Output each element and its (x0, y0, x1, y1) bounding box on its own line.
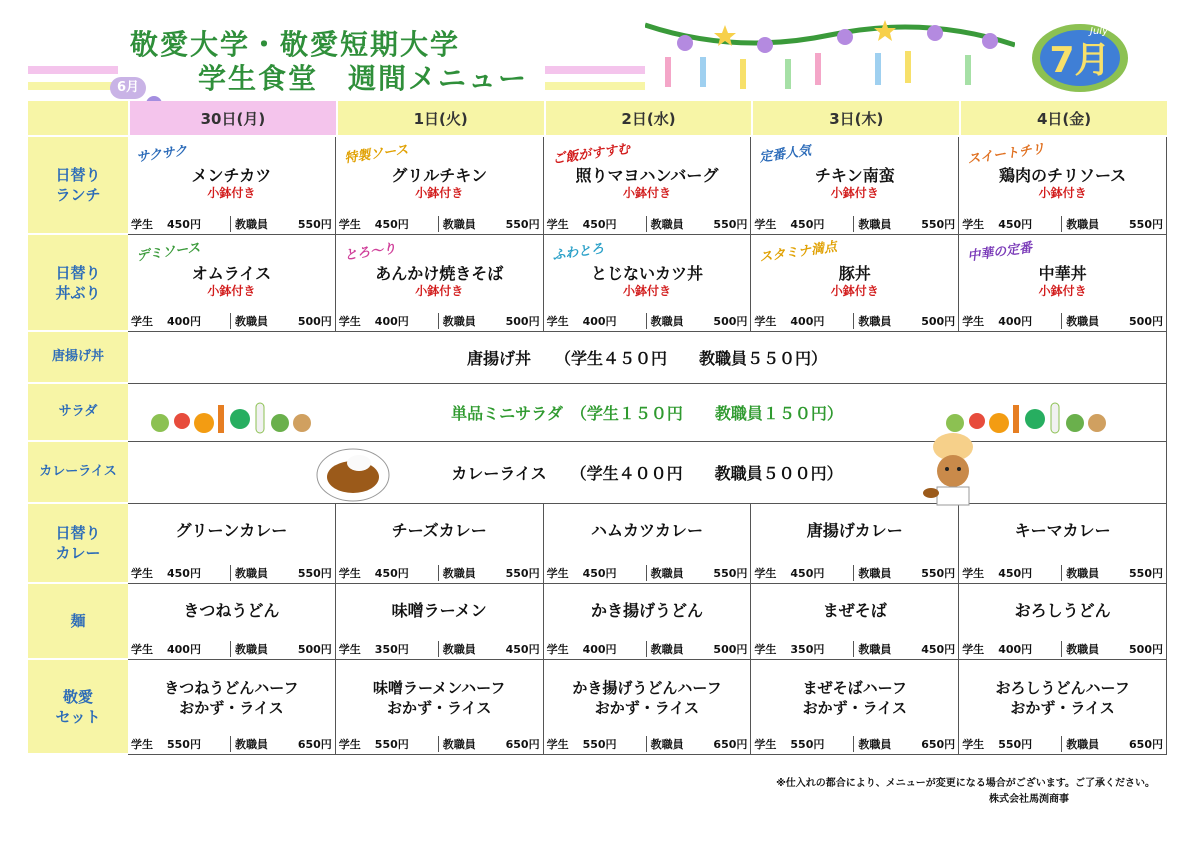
title-line-1: 敬愛大学・敬愛短期大学 (130, 28, 461, 61)
yellow-stripe-right (545, 82, 645, 90)
price-row (131, 216, 332, 232)
student-label: 学生 (962, 567, 985, 580)
dish-name: おろしうどん (1014, 601, 1111, 620)
student-label: 学生 (962, 643, 985, 656)
month-text: 7月 (1049, 40, 1111, 81)
staff-label: 教職員 (442, 567, 476, 580)
price-row (547, 565, 748, 581)
side-dish-note: 小鉢付き (415, 186, 464, 200)
side-dish-note: 小鉢付き (830, 284, 879, 298)
staff-price: 550円 (1129, 567, 1163, 580)
price-row (962, 736, 1163, 752)
staff-price: 500円 (713, 315, 748, 328)
menu-cell (128, 660, 336, 755)
pink-stripe-right (545, 66, 645, 74)
student-label: 学生 (338, 218, 361, 231)
staff-label: 教職員 (235, 315, 268, 328)
price-row (547, 736, 748, 752)
staff-price: 650円 (713, 738, 748, 751)
menu-cell (544, 235, 752, 332)
student-price: 450円 (577, 565, 647, 581)
curry-plate-icon (313, 441, 393, 505)
menu-cell (959, 504, 1167, 584)
menu-cell (544, 584, 752, 660)
student-label: 学生 (131, 567, 153, 580)
staff-price: 550円 (297, 567, 332, 580)
price-row (131, 736, 332, 752)
dish-name: 照りマヨハンバーグ (575, 166, 719, 185)
dish-name (544, 678, 751, 718)
menu-tag: スタミナ満点 (759, 239, 839, 266)
dish-name: グリルチキン (391, 166, 488, 185)
side-dish-note: 小鉢付き (1038, 284, 1087, 298)
tanabata-decoration-icon (645, 15, 1015, 95)
staff-label: 教職員 (235, 567, 268, 580)
menu-cell (544, 660, 752, 755)
staff-label: 教職員 (235, 738, 268, 751)
dish-line-1: 味噌ラーメンハーフ (372, 679, 506, 697)
row-label-set: 敬愛 セット (28, 660, 128, 755)
staff-label: 教職員 (650, 567, 684, 580)
staff-label: 教職員 (858, 218, 892, 231)
dish-name: 鶏肉のチリソース (998, 166, 1127, 185)
student-label: 学生 (754, 567, 777, 580)
pink-stripe (28, 66, 118, 74)
staff-price: 500円 (921, 315, 956, 328)
dish-name (959, 678, 1166, 718)
staff-label: 教職員 (1066, 738, 1100, 751)
row-label-lunch: 日替り ランチ (28, 137, 128, 235)
student-label: 学生 (962, 738, 985, 751)
menu-table (28, 101, 1167, 754)
row-label-curry-rice: カレーライス (28, 442, 128, 504)
dish-line-1: おろしうどんハーフ (995, 679, 1130, 697)
student-price: 350円 (784, 641, 854, 657)
student-price: 400円 (577, 313, 647, 329)
staff-label: 教職員 (650, 738, 684, 751)
student-price: 400円 (992, 313, 1062, 329)
dish-name: チーズカレー (391, 521, 487, 540)
staff-price: 550円 (921, 218, 956, 231)
side-dish-note: 小鉢付き (622, 186, 671, 200)
price-row (754, 641, 955, 657)
menu-cell (336, 235, 544, 332)
price-row (754, 736, 955, 752)
student-label: 学生 (131, 643, 153, 656)
menu-cell (336, 504, 544, 584)
title-line-2: 学生食堂 週間メニュー (198, 62, 529, 95)
student-price: 550円 (577, 736, 647, 752)
price-row (131, 565, 332, 581)
menu-tag: デミソース (135, 240, 202, 265)
staff-label: 教職員 (858, 567, 892, 580)
month-badge (1030, 18, 1130, 94)
student-label: 学生 (546, 567, 569, 580)
staff-price: 550円 (713, 567, 748, 580)
row-label-karaage: 唐揚げ丼 (28, 332, 128, 384)
menu-cell (751, 504, 959, 584)
vegetables-left-icon (148, 397, 328, 437)
price-row (131, 641, 332, 657)
side-dish-note: 小鉢付き (830, 186, 879, 200)
student-label: 学生 (962, 218, 985, 231)
dish-name (751, 678, 958, 718)
price-row (547, 641, 748, 657)
yellow-stripe (28, 82, 118, 90)
month-english: July (1090, 26, 1108, 37)
row-salad-text: 単品ミニサラダ （学生１５０円 教職員１５０円） (128, 384, 1167, 442)
price-row (962, 641, 1163, 657)
dish-name: メンチカツ (191, 166, 272, 185)
staff-label: 教職員 (442, 315, 476, 328)
student-price: 450円 (369, 216, 439, 232)
day-header: 3日(木) (751, 101, 959, 135)
student-price: 450円 (992, 565, 1062, 581)
price-row (339, 313, 540, 329)
dish-line-2: おかず・ライス (1010, 699, 1115, 717)
side-dish-note: 小鉢付き (622, 284, 671, 298)
staff-label: 教職員 (858, 738, 892, 751)
staff-price: 650円 (921, 738, 956, 751)
staff-price: 650円 (1129, 738, 1163, 751)
price-row (754, 313, 955, 329)
row-curry-rice-text: カレーライス （学生４００円 教職員５００円） (128, 442, 1167, 504)
staff-price: 500円 (1129, 643, 1163, 656)
dish-line-1: まぜそばハーフ (802, 679, 907, 697)
dish-line-2: おかず・ライス (386, 699, 492, 717)
staff-label: 教職員 (235, 643, 268, 656)
staff-price: 500円 (297, 643, 332, 656)
menu-tag: ふわとろ (551, 241, 605, 264)
day-header: 1日(火) (336, 101, 544, 135)
staff-price: 550円 (505, 567, 540, 580)
dish-line-2: おかず・ライス (179, 699, 284, 717)
staff-price: 450円 (921, 643, 956, 656)
student-price: 550円 (161, 736, 231, 752)
day-header: 2日(水) (544, 101, 752, 135)
menu-cell (128, 504, 336, 584)
staff-price: 500円 (1129, 315, 1163, 328)
menu-cell (751, 235, 959, 332)
price-row (339, 565, 540, 581)
student-label: 学生 (962, 315, 985, 328)
price-row (962, 313, 1163, 329)
student-label: 学生 (546, 315, 569, 328)
staff-price: 550円 (921, 567, 956, 580)
menu-cell (959, 584, 1167, 660)
menu-cell (336, 584, 544, 660)
price-row (131, 313, 332, 329)
menu-cell (128, 235, 336, 332)
student-label: 学生 (754, 643, 777, 656)
menu-cell (336, 660, 544, 755)
dish-name: オムライス (191, 264, 272, 283)
student-label: 学生 (546, 643, 569, 656)
student-price: 450円 (992, 216, 1062, 232)
dish-name: 唐揚げカレー (806, 521, 903, 540)
student-label: 学生 (338, 738, 361, 751)
student-label: 学生 (546, 738, 569, 751)
row-label-salad: サラダ (28, 384, 128, 442)
dish-name: ハムカツカレー (590, 521, 703, 540)
menu-cell (751, 584, 959, 660)
student-price: 450円 (784, 216, 854, 232)
dish-name: とじないカツ丼 (590, 264, 703, 283)
menu-tag: 中華の定番 (966, 240, 1034, 265)
staff-price: 550円 (1129, 218, 1163, 231)
menu-title (130, 28, 528, 96)
student-price: 450円 (161, 565, 231, 581)
staff-label: 教職員 (1066, 567, 1100, 580)
row-label-noodle: 麺 (28, 584, 128, 660)
student-price: 550円 (992, 736, 1062, 752)
staff-price: 500円 (713, 643, 748, 656)
menu-cell (544, 504, 752, 584)
side-dish-note: 小鉢付き (207, 284, 256, 298)
price-row (754, 216, 955, 232)
chef-icon (923, 431, 983, 509)
dish-name: きつねうどん (183, 601, 280, 620)
staff-label: 教職員 (442, 643, 476, 656)
dish-name: グリーンカレー (175, 521, 288, 540)
staff-label: 教職員 (858, 315, 892, 328)
menu-tag: スイートチリ (966, 141, 1046, 168)
dish-name: 豚丼 (838, 264, 871, 283)
menu-tag: ご飯がすすむ (551, 141, 631, 168)
dish-name: 中華丼 (1038, 264, 1087, 283)
student-label: 学生 (754, 738, 777, 751)
dish-name: あんかけ焼きそば (375, 264, 504, 283)
menu-tag: 特製ソース (343, 142, 410, 167)
price-row (547, 313, 748, 329)
student-price: 550円 (784, 736, 854, 752)
staff-label: 教職員 (235, 218, 268, 231)
student-label: 学生 (338, 315, 361, 328)
dish-name (336, 678, 543, 718)
menu-tag: とろ～り (343, 241, 397, 264)
price-row (339, 216, 540, 232)
day-header: 4日(金) (959, 101, 1167, 135)
header-corner (28, 101, 128, 135)
price-row (754, 565, 955, 581)
menu-cell (959, 235, 1167, 332)
staff-label: 教職員 (650, 218, 684, 231)
student-label: 学生 (754, 315, 777, 328)
side-dish-note: 小鉢付き (1038, 186, 1087, 200)
staff-label: 教職員 (442, 218, 476, 231)
staff-label: 教職員 (1066, 315, 1100, 328)
row-label-curry: 日替り カレー (28, 504, 128, 584)
student-price: 400円 (992, 641, 1062, 657)
disclaimer-note: ※仕入れの都合により、メニューが変更になる場合がございます。ご了承ください。 (776, 778, 1155, 789)
dish-name: かき揚げうどん (590, 601, 703, 620)
student-label: 学生 (131, 315, 153, 328)
staff-price: 650円 (505, 738, 540, 751)
student-price: 400円 (784, 313, 854, 329)
menu-cell (128, 584, 336, 660)
dish-name: チキン南蛮 (814, 166, 895, 185)
price-row (962, 216, 1163, 232)
side-dish-note: 小鉢付き (207, 186, 256, 200)
dish-name: キーマカレー (1014, 521, 1111, 540)
staff-price: 550円 (713, 218, 748, 231)
price-row (339, 641, 540, 657)
staff-label: 教職員 (1066, 643, 1100, 656)
staff-price: 500円 (297, 315, 332, 328)
staff-price: 450円 (505, 643, 540, 656)
menu-tag: 定番人気 (758, 143, 813, 166)
dish-line-1: きつねうどんハーフ (164, 679, 299, 697)
student-price: 400円 (577, 641, 647, 657)
dish-name: 味噌ラーメン (391, 601, 487, 620)
student-label: 学生 (546, 218, 569, 231)
student-price: 450円 (577, 216, 647, 232)
staff-label: 教職員 (650, 315, 684, 328)
dish-name: まぜそば (822, 601, 887, 620)
staff-label: 教職員 (858, 643, 892, 656)
student-price: 400円 (161, 641, 231, 657)
menu-cell (959, 137, 1167, 235)
staff-price: 550円 (297, 218, 332, 231)
student-label: 学生 (338, 567, 361, 580)
staff-label: 教職員 (1066, 218, 1100, 231)
student-price: 450円 (161, 216, 231, 232)
staff-price: 550円 (505, 218, 540, 231)
price-row (339, 736, 540, 752)
student-price: 350円 (369, 641, 439, 657)
day-header: 30日(月) (128, 101, 336, 135)
staff-price: 650円 (297, 738, 332, 751)
row-label-donburi: 日替り 丼ぶり (28, 235, 128, 332)
menu-cell (959, 660, 1167, 755)
dish-line-2: おかず・ライス (594, 699, 700, 717)
menu-cell (751, 137, 959, 235)
menu-tag: サクサク (135, 143, 189, 166)
menu-cell (751, 660, 959, 755)
staff-label: 教職員 (650, 643, 684, 656)
row-karaage-text: 唐揚げ丼 （学生４５０円 教職員５５０円） (128, 332, 1167, 384)
company-name: 株式会社馬渕商事 (989, 794, 1069, 805)
student-price: 550円 (369, 736, 439, 752)
dish-line-1: かき揚げうどんハーフ (572, 679, 722, 697)
student-label: 学生 (338, 643, 361, 656)
menu-cell (544, 137, 752, 235)
student-label: 学生 (131, 218, 153, 231)
price-row (547, 216, 748, 232)
menu-cell (336, 137, 544, 235)
student-price: 400円 (161, 313, 231, 329)
staff-price: 500円 (505, 315, 540, 328)
student-label: 学生 (754, 218, 777, 231)
prev-month-badge: 6月 (110, 77, 146, 99)
student-label: 学生 (131, 738, 153, 751)
staff-label: 教職員 (442, 738, 476, 751)
side-dish-note: 小鉢付き (415, 284, 464, 298)
dish-line-2: おかず・ライス (802, 699, 907, 717)
student-price: 400円 (369, 313, 439, 329)
student-price: 450円 (369, 565, 439, 581)
dish-name (128, 678, 335, 718)
student-price: 450円 (784, 565, 854, 581)
menu-cell (128, 137, 336, 235)
price-row (962, 565, 1163, 581)
